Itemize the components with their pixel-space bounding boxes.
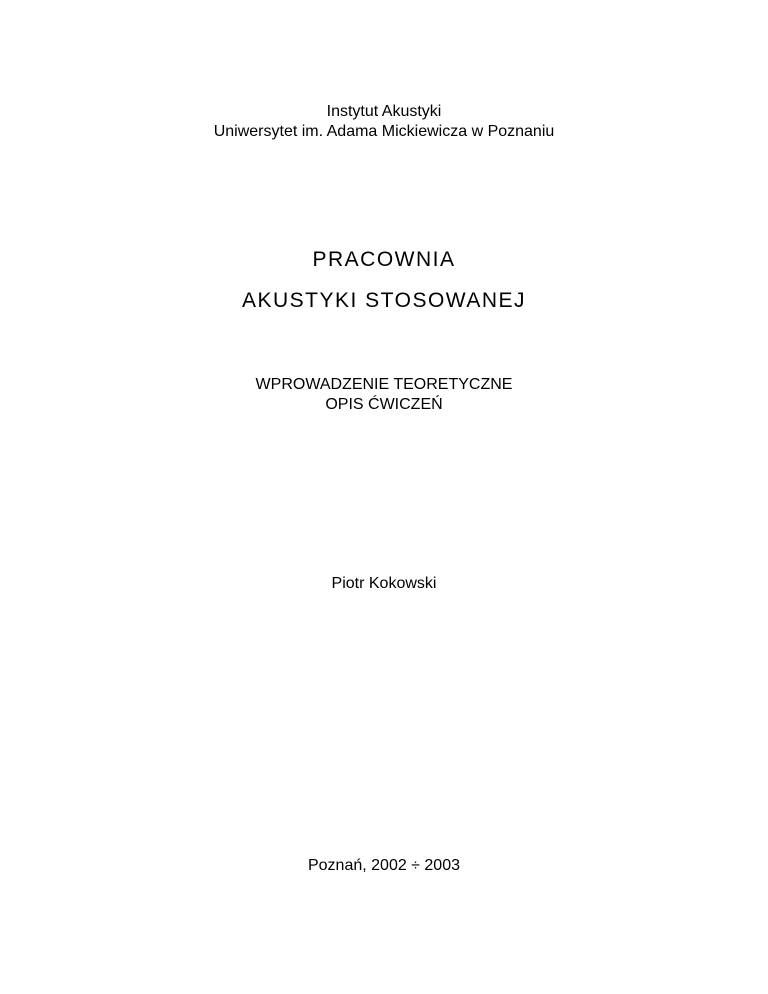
title-line-1: PRACOWNIA [312,248,456,271]
subtitle-line-2: OPIS ĆWICZEŃ [325,396,443,413]
subtitle-line-1: WPROWADZENIE TEORETYCZNE [255,376,513,393]
place-and-date: Poznań, 2002 ÷ 2003 [307,857,460,874]
title-line-2: AKUSTYKI STOSOWANEJ [241,289,527,312]
author-name: Piotr Kokowski [331,575,437,592]
university-name: Uniwersytet im. Adama Mickiewicza w Poznaniu [213,123,555,140]
institute-name: Instytut Akustyki [326,103,442,120]
